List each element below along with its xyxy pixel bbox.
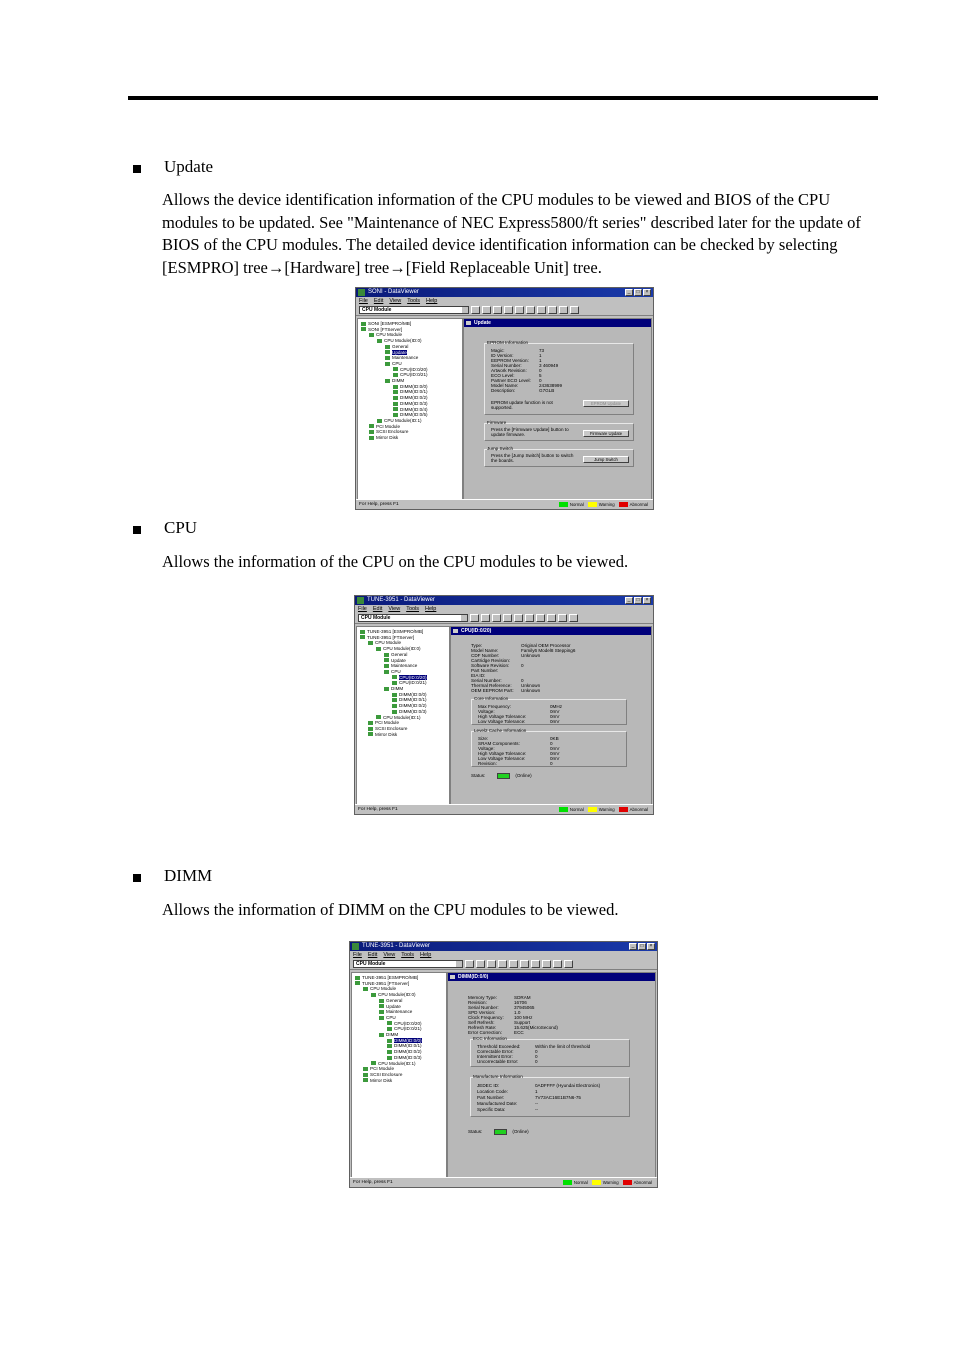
field-text: Specific Data: bbox=[477, 1107, 506, 1112]
field-text: Size: bbox=[478, 736, 489, 741]
field-text: G7GLB bbox=[539, 388, 555, 393]
status-legend: Normal Warning Abnormal bbox=[563, 1179, 654, 1186]
menu-view[interactable]: View bbox=[389, 298, 402, 304]
detail-pane bbox=[447, 972, 656, 1178]
toolbar-button[interactable] bbox=[503, 614, 512, 622]
core-info-group bbox=[471, 696, 627, 725]
field-text: Max Frequency: bbox=[478, 704, 511, 709]
tree-node-selected[interactable]: Update bbox=[359, 350, 461, 356]
field-text: Error Correction: bbox=[468, 1030, 502, 1035]
back-button[interactable] bbox=[481, 614, 490, 622]
status-row: Status: (Online) bbox=[468, 1129, 529, 1135]
menu-view[interactable]: View bbox=[383, 952, 396, 958]
tree-node[interactable]: CPU bbox=[359, 361, 461, 367]
minimize-icon[interactable]: _ bbox=[625, 597, 633, 604]
toolbar-button[interactable] bbox=[470, 614, 479, 622]
tree-node[interactable]: CPU Module(ID:1) bbox=[353, 1061, 445, 1067]
tree-node[interactable]: PCI Module bbox=[353, 1066, 445, 1072]
detail-header: DIMM(ID:0/0) bbox=[448, 973, 655, 981]
tree-node[interactable]: SONI [FTServer] bbox=[359, 327, 461, 333]
field-text: 0 bbox=[521, 678, 524, 683]
field-text: 0ADFFFF (Hyundai Electronics) bbox=[535, 1083, 601, 1088]
field-text: 0MHz bbox=[550, 704, 562, 709]
menu-tools[interactable]: Tools bbox=[406, 606, 420, 612]
tree-node[interactable]: DIMM(ID:0/1) bbox=[358, 697, 448, 703]
field-text: Threshold Exceeded: bbox=[477, 1044, 521, 1049]
forward-button[interactable] bbox=[492, 614, 501, 622]
tree-node[interactable]: TUNE-3951 [ESMPRO/MB] bbox=[353, 975, 445, 981]
window-cpu bbox=[354, 595, 654, 815]
field-text: Clock Frequency: bbox=[468, 1015, 504, 1020]
field-text: 1 bbox=[539, 358, 542, 363]
menu-file[interactable]: File bbox=[359, 298, 368, 304]
toolbar-button[interactable] bbox=[558, 614, 567, 622]
tree-view[interactable] bbox=[356, 626, 450, 805]
field-text: Level2 Cache Information bbox=[474, 728, 527, 733]
field-text: 15.625(MicroSecond) bbox=[514, 1025, 558, 1030]
tree-node[interactable]: DIMM(ID:0/2) bbox=[353, 1049, 445, 1055]
tree-node[interactable]: Update bbox=[353, 1004, 445, 1010]
tree-node[interactable]: CPU(ID:0/21) bbox=[359, 372, 461, 378]
section-text-dimm: Allows the information of DIMM on the CPU modules to be viewed. bbox=[162, 900, 619, 919]
window-title: SONI - DataViewer bbox=[368, 289, 419, 295]
forward-button[interactable] bbox=[493, 306, 502, 314]
menu-view[interactable]: View bbox=[388, 606, 401, 612]
status-row: Status: (Online) bbox=[471, 773, 532, 779]
field-text: Software Revision: bbox=[471, 663, 510, 668]
field-text: 0mV bbox=[550, 709, 560, 714]
title-bar bbox=[350, 942, 657, 951]
toolbar-button[interactable] bbox=[537, 306, 546, 314]
app-icon bbox=[358, 289, 365, 296]
minimize-icon[interactable]: _ bbox=[625, 289, 633, 296]
menu-edit[interactable]: Edit bbox=[367, 952, 378, 958]
field-text: Model Name: bbox=[471, 648, 499, 653]
field-text: 0mV bbox=[550, 714, 560, 719]
tree-node[interactable]: CPU(ID:0/20) bbox=[353, 1021, 445, 1027]
tree-node[interactable]: CPU Module bbox=[358, 640, 448, 646]
field-text: Low Voltage Tolerance: bbox=[478, 719, 526, 724]
tree-node[interactable]: DIMM(ID:0/1) bbox=[353, 1043, 445, 1049]
field-text: 0mV bbox=[550, 756, 560, 761]
status-indicator bbox=[497, 773, 510, 779]
menu-edit[interactable]: Edit bbox=[372, 606, 383, 612]
menu-bar bbox=[356, 297, 653, 305]
detail-header: Update bbox=[464, 319, 651, 327]
minimize-icon[interactable]: _ bbox=[629, 943, 637, 950]
tree-node[interactable]: General bbox=[353, 998, 445, 1004]
field-text: ID Version: bbox=[491, 353, 514, 358]
tree-node[interactable]: General bbox=[359, 344, 461, 350]
field-text: Firmware bbox=[487, 420, 507, 425]
window-title: TUNE-3951 - DataViewer bbox=[362, 943, 430, 949]
field-text: 7V73AC16E1B7N6-75 bbox=[535, 1095, 581, 1100]
field-text: Serial Number: bbox=[468, 1005, 499, 1010]
header-rule bbox=[128, 96, 878, 100]
field-text: Jump Switch bbox=[487, 446, 514, 451]
field-text: 3 460949 bbox=[539, 363, 559, 368]
tree-node[interactable]: PCI Module bbox=[358, 720, 448, 726]
eeprom-update-button[interactable]: EPROM Update bbox=[583, 400, 629, 407]
field-text: Correctable Error: bbox=[477, 1049, 514, 1054]
tree-node[interactable]: DIMM(ID:0/5) bbox=[359, 412, 461, 418]
field-text: 16706 bbox=[514, 1000, 527, 1005]
tree-node[interactable]: DIMM(ID:0/2) bbox=[359, 395, 461, 401]
field-text: EEPROM Version: bbox=[491, 358, 529, 363]
firmware-group bbox=[484, 420, 634, 441]
field-text: 0 bbox=[550, 741, 553, 746]
field-text: Uncorrectable Error: bbox=[477, 1059, 519, 1064]
field-text: Manufacture Information bbox=[473, 1074, 523, 1079]
field-text: SRAM Components: bbox=[478, 741, 520, 746]
print-button[interactable] bbox=[515, 306, 524, 314]
tree-node[interactable]: DIMM(ID:0/3) bbox=[359, 401, 461, 407]
tree-node[interactable]: SCSI Enclosure bbox=[353, 1072, 445, 1078]
field-text: Part Number: bbox=[471, 668, 499, 673]
field-text: Press the [Firmware Update] button to update firmware. bbox=[491, 427, 569, 438]
help-button[interactable] bbox=[570, 306, 579, 314]
section-heading-dimm: DIMM bbox=[164, 866, 213, 885]
bullet-square bbox=[133, 874, 141, 882]
toolbar-button[interactable] bbox=[531, 960, 540, 968]
field-text: ECC bbox=[514, 1030, 524, 1035]
title-bar bbox=[355, 596, 653, 605]
toolbar bbox=[355, 613, 653, 624]
tree-node[interactable]: TUNE-3951 [ESMPRO/MB] bbox=[358, 629, 448, 635]
field-text: 0 bbox=[535, 1059, 538, 1064]
field-text: 1 bbox=[535, 1089, 538, 1094]
toolbar-button[interactable] bbox=[559, 306, 568, 314]
field-text: 1.0 bbox=[514, 1010, 521, 1015]
tree-node[interactable]: CPU(ID:0/21) bbox=[358, 680, 448, 686]
toolbar-button[interactable] bbox=[525, 614, 534, 622]
field-text: Artwork Revision: bbox=[491, 368, 527, 373]
tree-node[interactable]: CPU(ID:0/21) bbox=[353, 1026, 445, 1032]
field-text: -- bbox=[535, 1107, 539, 1112]
field-text: Press the [Jump Switch] button to switch the boards. bbox=[491, 453, 574, 464]
tree-view[interactable] bbox=[351, 972, 447, 1178]
status-bar: For Help, press F1 Normal Warning Abnormal bbox=[350, 1177, 657, 1187]
help-button[interactable] bbox=[569, 614, 578, 622]
tree-node[interactable]: DIMM(ID:0/2) bbox=[358, 703, 448, 709]
toolbar-button[interactable] bbox=[542, 960, 551, 968]
menu-file[interactable]: File bbox=[353, 952, 362, 958]
field-text: JEDEC ID: bbox=[477, 1083, 500, 1088]
bullet-square bbox=[133, 165, 141, 173]
tree-node[interactable]: DIMM bbox=[358, 686, 448, 692]
tree-node[interactable]: DIMM(ID:0/0) bbox=[359, 384, 461, 390]
tree-node[interactable]: CPU Module(ID:0) bbox=[358, 646, 448, 652]
field-text: 100 MHz bbox=[514, 1015, 533, 1020]
field-text: Voltage: bbox=[478, 746, 495, 751]
maximize-icon[interactable]: □ bbox=[634, 597, 642, 604]
window-title: TUNE-3951 - DataViewer bbox=[367, 597, 435, 603]
tree-node[interactable]: CPU Module(ID:0) bbox=[353, 992, 445, 998]
tree-node[interactable]: Mirror Disk bbox=[359, 435, 461, 441]
status-indicator bbox=[494, 1129, 507, 1135]
toolbar-button[interactable] bbox=[548, 306, 557, 314]
field-text: SPD Version: bbox=[468, 1010, 496, 1015]
window-update bbox=[355, 287, 654, 510]
tree-node[interactable]: PCI Module bbox=[359, 424, 461, 430]
tree-node[interactable]: TUNE-3951 [FTServer] bbox=[358, 635, 448, 641]
section-heading-cpu: CPU bbox=[164, 518, 198, 537]
tree-node[interactable]: CPU Module(ID:1) bbox=[359, 418, 461, 424]
print-button[interactable] bbox=[509, 960, 518, 968]
window-dimm bbox=[349, 941, 658, 1188]
field-text: Partner ECO Level: bbox=[491, 378, 531, 383]
tree-view[interactable] bbox=[357, 318, 463, 500]
menu-help[interactable]: Help bbox=[420, 952, 432, 958]
menu-tools[interactable]: Tools bbox=[401, 952, 415, 958]
menu-bar bbox=[355, 605, 653, 613]
field-text: Family6 Model8 Stepping6 bbox=[521, 648, 576, 653]
tree-node[interactable]: TUNE-3951 [FTServer] bbox=[353, 981, 445, 987]
section-text-cpu: Allows the information of the CPU on the CPU modules to be viewed. bbox=[162, 552, 629, 571]
field-text: Cartridge Revision: bbox=[471, 658, 511, 663]
detail-header: CPU(ID:0/20) bbox=[451, 627, 651, 635]
status-legend: Normal Warning Abnormal bbox=[559, 806, 650, 813]
tree-node[interactable]: CPU Module bbox=[359, 332, 461, 338]
tree-node[interactable]: CPU Module bbox=[353, 986, 445, 992]
tree-node[interactable]: CPU bbox=[358, 669, 448, 675]
field-text: Manufactured Date: bbox=[477, 1101, 518, 1106]
menu-file[interactable]: File bbox=[358, 606, 367, 612]
back-button[interactable] bbox=[476, 960, 485, 968]
status-bar: For Help, press F1 Normal Warning Abnormal bbox=[355, 804, 653, 814]
tree-node[interactable]: DIMM(ID:0/3) bbox=[353, 1055, 445, 1061]
app-icon bbox=[357, 597, 364, 604]
field-text: Revision: bbox=[468, 1000, 487, 1005]
tree-node[interactable]: Mirror Disk bbox=[358, 732, 448, 738]
section-text-update: Allows the device identification information of the CPU modules to be viewed and BIOS of the CPU modules to be updated. See "Maintenance of NEC Express5800/ft series" described later for the update of BIOS of the CPU modules. The detailed device identification information can be checked by selecting [ESMPRO] tree→[Hardware] tree→[Field Replaceable Unit] tree. bbox=[162, 190, 861, 277]
tree-node[interactable]: Maintenance bbox=[359, 355, 461, 361]
field-text: Self Refresh: bbox=[468, 1020, 495, 1025]
field-text: 0 bbox=[539, 368, 542, 373]
tree-node[interactable]: CPU Module(ID:1) bbox=[358, 715, 448, 721]
toolbar bbox=[356, 305, 653, 316]
field-text: Model Name: bbox=[491, 383, 519, 388]
field-text: ECO Level: bbox=[491, 373, 515, 378]
field-text: EIA ID: bbox=[471, 673, 486, 678]
toolbar-button[interactable] bbox=[553, 960, 562, 968]
close-icon[interactable]: × bbox=[643, 597, 651, 604]
maximize-icon[interactable]: □ bbox=[638, 943, 646, 950]
field-text: 0 bbox=[521, 663, 524, 668]
tree-node[interactable]: Maintenance bbox=[353, 1009, 445, 1015]
tree-node[interactable]: SCSI Enclosure bbox=[359, 429, 461, 435]
field-text: EPROM Information bbox=[487, 340, 529, 345]
field-text: Description: bbox=[491, 388, 516, 393]
manufacture-info-group bbox=[470, 1074, 630, 1117]
tree-node[interactable]: DIMM(ID:0/0) bbox=[358, 692, 448, 698]
menu-tools[interactable]: Tools bbox=[407, 298, 421, 304]
tree-node[interactable]: DIMM bbox=[359, 378, 461, 384]
tree-node[interactable]: Update bbox=[358, 658, 448, 664]
tree-node[interactable]: SCSI Enclosure bbox=[358, 726, 448, 732]
field-text: OEM EEPROM Part: bbox=[471, 688, 514, 693]
tree-node[interactable]: Maintenance bbox=[358, 663, 448, 669]
module-combo[interactable]: CPU Module bbox=[359, 306, 469, 314]
field-text: CDF Number: bbox=[471, 653, 500, 658]
section-heading-update: Update bbox=[164, 157, 214, 176]
back-button[interactable] bbox=[482, 306, 491, 314]
field-text: Voltage: bbox=[478, 709, 495, 714]
tree-node[interactable]: Mirror Disk bbox=[353, 1078, 445, 1084]
l2-cache-group bbox=[471, 728, 627, 767]
field-text: Unknown bbox=[521, 688, 541, 693]
field-text: Core Information bbox=[474, 696, 509, 701]
toolbar-button[interactable] bbox=[471, 306, 480, 314]
tree-node[interactable]: DIMM bbox=[353, 1032, 445, 1038]
field-text: 0 bbox=[535, 1054, 538, 1059]
field-text: 0KB bbox=[550, 736, 559, 741]
module-combo[interactable]: CPU Module bbox=[353, 960, 463, 968]
field-text: 0 bbox=[539, 378, 542, 383]
tree-node-selected[interactable]: DIMM(ID:0/0) bbox=[353, 1038, 445, 1044]
tree-node[interactable]: DIMM(ID:0/3) bbox=[358, 709, 448, 715]
field-text: ECC Information bbox=[473, 1036, 507, 1041]
field-text: Revision: bbox=[478, 761, 497, 766]
field-text: Serial Number: bbox=[491, 363, 522, 368]
toolbar-button[interactable] bbox=[526, 306, 535, 314]
menu-help[interactable]: Help bbox=[426, 298, 438, 304]
field-text: Refresh Rate: bbox=[468, 1025, 497, 1030]
tree-node[interactable]: SONI [ESMPRO/MB] bbox=[359, 321, 461, 327]
ecc-info-group bbox=[470, 1036, 630, 1067]
tree-node[interactable]: DIMM(ID:0/4) bbox=[359, 407, 461, 413]
field-text: Type: bbox=[471, 643, 483, 648]
field-text: Unknown bbox=[521, 653, 541, 658]
field-text: Memory Type: bbox=[468, 995, 498, 1000]
status-bar: For Help, press F1 Normal Warning Abnormal bbox=[356, 499, 653, 509]
toolbar-button[interactable] bbox=[520, 960, 529, 968]
tree-node[interactable]: CPU(ID:0/20) bbox=[359, 367, 461, 373]
field-text: -- bbox=[535, 1101, 539, 1106]
tree-node[interactable]: General bbox=[358, 652, 448, 658]
field-text: Part Number: bbox=[477, 1095, 505, 1100]
field-text: 73 bbox=[539, 348, 545, 353]
field-text: SDRAM bbox=[514, 995, 531, 1000]
field-text: 37945065 bbox=[514, 1005, 535, 1010]
firmware-update-button[interactable]: Firmware Update bbox=[583, 430, 629, 437]
toolbar-button[interactable] bbox=[465, 960, 474, 968]
jump-switch-group bbox=[484, 446, 634, 467]
field-text: 0mV bbox=[550, 719, 560, 724]
app-icon bbox=[352, 943, 359, 950]
field-text: High Voltage Tolerance: bbox=[478, 751, 527, 756]
field-text: High Voltage Tolerance: bbox=[478, 714, 527, 719]
title-bar bbox=[356, 288, 653, 297]
menu-help[interactable]: Help bbox=[425, 606, 437, 612]
field-text: Low Voltage Tolerance: bbox=[478, 756, 526, 761]
field-text: Serial Number: bbox=[471, 678, 502, 683]
maximize-icon[interactable]: □ bbox=[634, 289, 642, 296]
menu-bar bbox=[350, 951, 657, 959]
field-text: 0mV bbox=[550, 751, 560, 756]
field-text: Location Code: bbox=[477, 1089, 508, 1094]
module-combo[interactable]: CPU Module bbox=[358, 614, 468, 622]
menu-edit[interactable]: Edit bbox=[373, 298, 384, 304]
tree-node-selected[interactable]: CPU(ID:0/20) bbox=[358, 675, 448, 681]
eeprom-group bbox=[484, 340, 634, 415]
toolbar bbox=[350, 959, 657, 970]
detail-pane bbox=[463, 318, 652, 500]
field-text: 0 bbox=[535, 1049, 538, 1054]
field-text: 1 bbox=[539, 353, 542, 358]
close-icon[interactable]: × bbox=[647, 943, 655, 950]
field-text: Intermittent Error: bbox=[477, 1054, 513, 1059]
close-icon[interactable]: × bbox=[643, 289, 651, 296]
status-legend: Normal Warning Abnormal bbox=[559, 501, 650, 508]
field-text: 243638999 bbox=[539, 383, 562, 388]
forward-button[interactable] bbox=[487, 960, 496, 968]
help-button[interactable] bbox=[564, 960, 573, 968]
print-button[interactable] bbox=[514, 614, 523, 622]
field-text: Unknown bbox=[521, 683, 541, 688]
tree-node[interactable]: CPU bbox=[353, 1015, 445, 1021]
field-text: 0 bbox=[550, 761, 553, 766]
field-text: Original OEM Processor bbox=[521, 643, 571, 648]
field-text: Magic: bbox=[491, 348, 505, 353]
toolbar-button[interactable] bbox=[504, 306, 513, 314]
field-text: Thermal Reference: bbox=[471, 683, 512, 688]
toolbar-button[interactable] bbox=[536, 614, 545, 622]
field-text: Support bbox=[514, 1020, 531, 1025]
field-text: 0mV bbox=[550, 746, 560, 751]
bullet-square bbox=[133, 526, 141, 534]
tree-node[interactable]: CPU Module(ID:0) bbox=[359, 338, 461, 344]
tree-node[interactable]: DIMM(ID:0/1) bbox=[359, 389, 461, 395]
field-text: Within the limit of threshold bbox=[535, 1044, 591, 1049]
toolbar-button[interactable] bbox=[547, 614, 556, 622]
detail-pane bbox=[450, 626, 652, 805]
toolbar-button[interactable] bbox=[498, 960, 507, 968]
jump-switch-button[interactable]: Jump Switch bbox=[583, 456, 629, 463]
field-text: 5 bbox=[539, 373, 542, 378]
field-text: EPROM update function is not supported. bbox=[491, 400, 553, 411]
